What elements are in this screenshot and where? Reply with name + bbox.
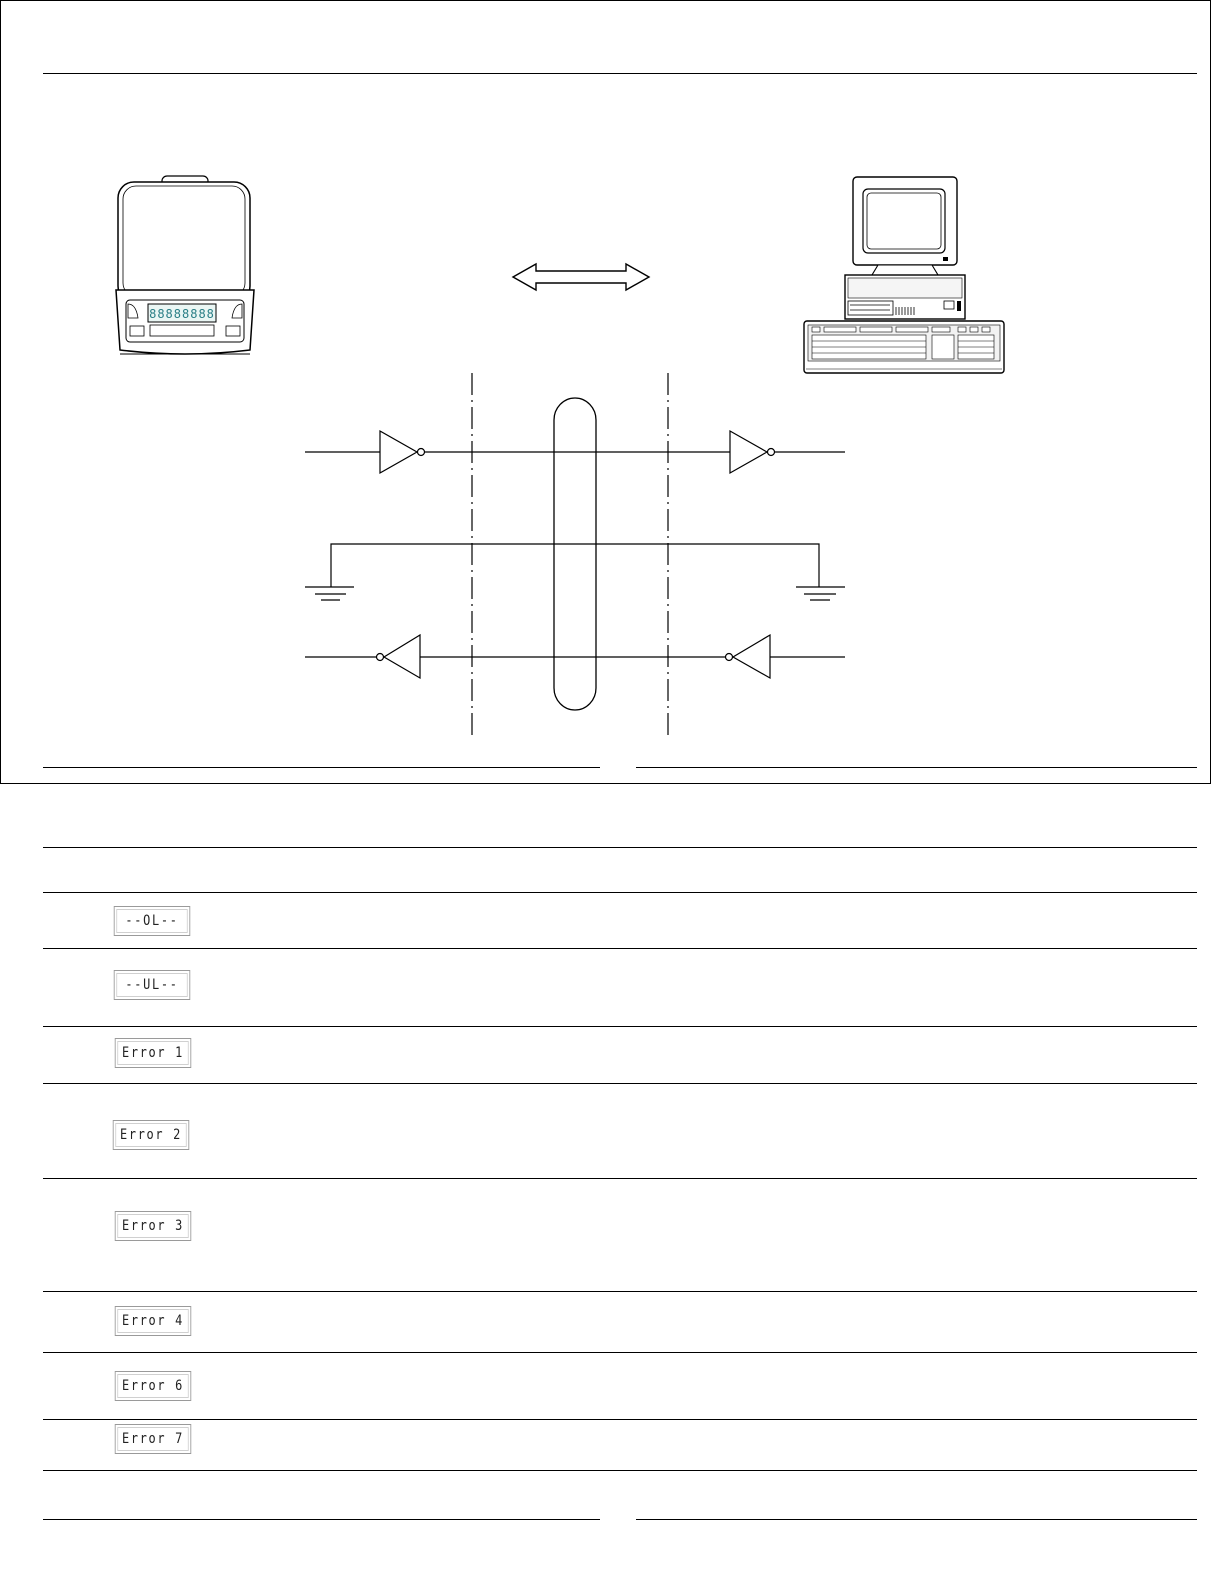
footer-rule-right	[636, 1519, 1197, 1520]
table-rule	[43, 892, 1197, 893]
svg-text:88888888: 88888888	[149, 307, 215, 321]
error-display-ol: --OL--	[114, 906, 191, 936]
receive-buffer-balance	[384, 635, 420, 678]
serial-interface-schematic	[300, 365, 850, 741]
cable-shield	[554, 398, 596, 710]
bidirectional-arrow-icon	[510, 262, 652, 294]
ground-symbol-left	[305, 587, 354, 600]
table-rule	[43, 1083, 1197, 1084]
panel-rule-right	[636, 767, 1197, 768]
transmit-driver	[380, 431, 417, 473]
error-display-6: Error 6	[115, 1371, 192, 1401]
footer-rule-left	[43, 1519, 600, 1520]
table-rule	[43, 847, 1197, 848]
error-display-ul: --UL--	[114, 970, 191, 1000]
ground-symbol-right	[796, 587, 845, 600]
error-display-1: Error 1	[115, 1038, 192, 1068]
error-display-3: Error 3	[115, 1211, 192, 1241]
receive-buffer-host	[730, 431, 767, 473]
table-rule	[43, 1291, 1197, 1292]
top-rule	[43, 73, 1197, 74]
balance-scale-icon	[110, 172, 260, 362]
table-rule	[43, 1178, 1197, 1179]
error-display-4: Error 4	[115, 1306, 192, 1336]
desktop-computer-icon	[800, 175, 1010, 377]
table-rule	[43, 1026, 1197, 1027]
table-rule	[43, 1419, 1197, 1420]
table-rule	[43, 1352, 1197, 1353]
error-display-7: Error 7	[115, 1424, 192, 1454]
error-display-2: Error 2	[113, 1120, 190, 1150]
transmit-driver-host	[733, 635, 770, 678]
table-rule	[43, 1470, 1197, 1471]
table-rule	[43, 948, 1197, 949]
panel-rule-left	[43, 767, 600, 768]
